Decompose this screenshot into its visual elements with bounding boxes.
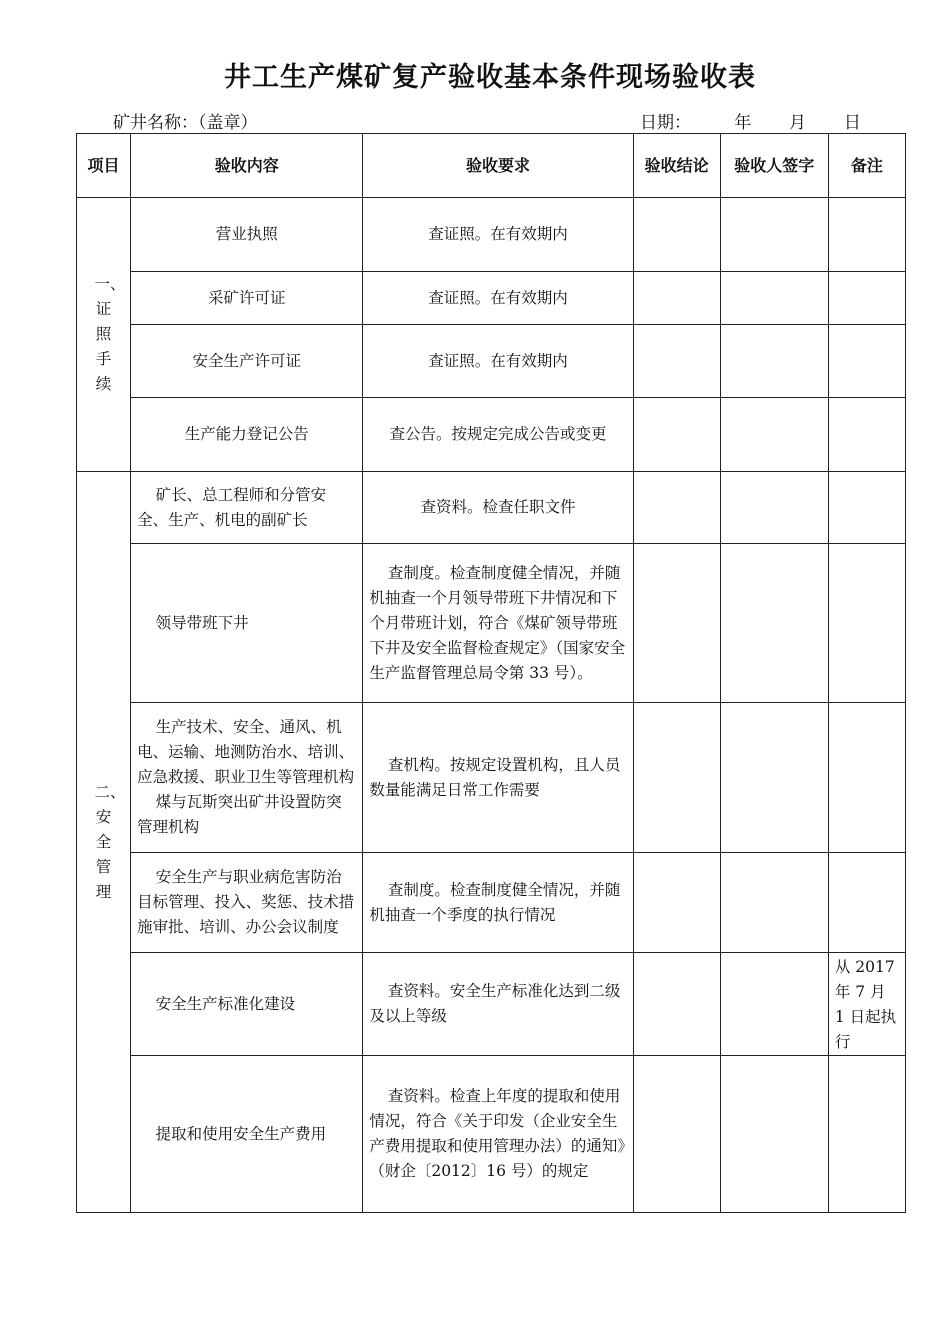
table-row	[77, 325, 906, 398]
content-cell: 领导带班下井	[131, 544, 363, 703]
table-row	[77, 1056, 906, 1213]
content-cell: 提取和使用安全生产费用	[131, 1056, 363, 1213]
content-cell: 矿长、总工程师和分管安全、生产、机电的副矿长	[131, 472, 363, 544]
note-cell	[828, 1056, 905, 1213]
requirement-cell: 查制度。检查制度健全情况，并随机抽查一个季度的执行情况	[363, 853, 633, 953]
conclusion-cell[interactable]	[633, 472, 720, 544]
mine-name-label: 矿井名称：（盖章）	[113, 113, 258, 133]
requirement-cell: 查制度。检查制度健全情况，并随机抽查一个月领导带班下井情况和下个月带班计划，符合《煤矿领导带班下井及安全监督检查规定》（国家安全生产监督管理总局令第 33 号）。	[363, 544, 633, 703]
requirement-cell: 查公告。按规定完成公告或变更	[363, 398, 633, 472]
table-row	[77, 398, 906, 472]
table-row	[77, 472, 906, 544]
category-label: 一、证照手续	[94, 275, 126, 393]
content-cell: 营业执照	[131, 198, 363, 272]
table-row	[77, 272, 906, 325]
signature-cell[interactable]	[720, 853, 828, 953]
conclusion-cell[interactable]	[633, 272, 720, 325]
document-title: 井工生产煤矿复产验收基本条件现场验收表	[224, 62, 756, 93]
conclusion-cell[interactable]	[633, 1056, 720, 1213]
content-text-secondary: 煤与瓦斯突出矿井设置防突管理机构	[137, 793, 342, 836]
conclusion-cell[interactable]	[633, 544, 720, 703]
signature-cell[interactable]	[720, 703, 828, 853]
category-label: 二、安全管理	[94, 782, 126, 901]
requirement-cell: 查证照。在有效期内	[363, 198, 633, 272]
requirement-cell: 查证照。在有效期内	[363, 272, 633, 325]
signature-cell[interactable]	[720, 272, 828, 325]
signature-cell[interactable]	[720, 398, 828, 472]
signature-cell[interactable]	[720, 544, 828, 703]
signature-cell[interactable]	[720, 198, 828, 272]
header-item: 项目	[77, 134, 131, 198]
acceptance-table	[76, 133, 906, 1213]
conclusion-cell[interactable]	[633, 703, 720, 853]
table-row	[77, 853, 906, 953]
category-cell	[77, 198, 131, 472]
note-cell: 从 2017 年 7 月 1 日起执行	[828, 953, 905, 1056]
header-signature: 验收人签字	[720, 134, 828, 198]
header-requirement: 验收要求	[363, 134, 633, 198]
requirement-cell: 查资料。安全生产标准化达到二级及以上等级	[363, 953, 633, 1056]
conclusion-cell[interactable]	[633, 853, 720, 953]
note-cell	[828, 198, 905, 272]
note-cell	[828, 853, 905, 953]
content-cell: 安全生产许可证	[131, 325, 363, 398]
note-cell	[828, 472, 905, 544]
conclusion-cell[interactable]	[633, 198, 720, 272]
note-cell	[828, 272, 905, 325]
table-row	[77, 198, 906, 272]
content-cell: 安全生产与职业病危害防治目标管理、投入、奖惩、技术措施审批、培训、办公会议制度	[131, 853, 363, 953]
content-cell	[131, 703, 363, 853]
requirement-cell: 查证照。在有效期内	[363, 325, 633, 398]
signature-cell[interactable]	[720, 472, 828, 544]
signature-cell[interactable]	[720, 1056, 828, 1213]
signature-cell[interactable]	[720, 325, 828, 398]
requirement-cell: 查机构。按规定设置机构，且人员数量能满足日常工作需要	[363, 703, 633, 853]
content-cell: 生产能力登记公告	[131, 398, 363, 472]
conclusion-cell[interactable]	[633, 953, 720, 1056]
requirement-cell: 查资料。检查任职文件	[363, 472, 633, 544]
conclusion-cell[interactable]	[633, 325, 720, 398]
table-row	[77, 703, 906, 853]
content-text: 生产技术、安全、通风、机电、运输、地测防治水、培训、应急救援、职业卫生等管理机构	[137, 718, 355, 786]
signature-cell[interactable]	[720, 953, 828, 1056]
note-cell	[828, 703, 905, 853]
requirement-cell: 查资料。检查上年度的提取和使用情况，符合《关于印发（企业安全生产费用提取和使用管理办法）的通知》（财企〔2012〕16 号）的规定	[363, 1056, 633, 1213]
conclusion-cell[interactable]	[633, 398, 720, 472]
content-cell: 安全生产标准化建设	[131, 953, 363, 1056]
header-conclusion: 验收结论	[633, 134, 720, 198]
header-content: 验收内容	[131, 134, 363, 198]
header-note: 备注	[828, 134, 905, 198]
header-row	[77, 134, 906, 198]
note-cell	[828, 544, 905, 703]
table-row	[77, 953, 906, 1056]
table-row	[77, 544, 906, 703]
date-label: 日期： 年 月 日	[640, 113, 861, 133]
note-cell	[828, 398, 905, 472]
note-cell	[828, 325, 905, 398]
content-cell: 采矿许可证	[131, 272, 363, 325]
category-cell	[77, 472, 131, 1213]
